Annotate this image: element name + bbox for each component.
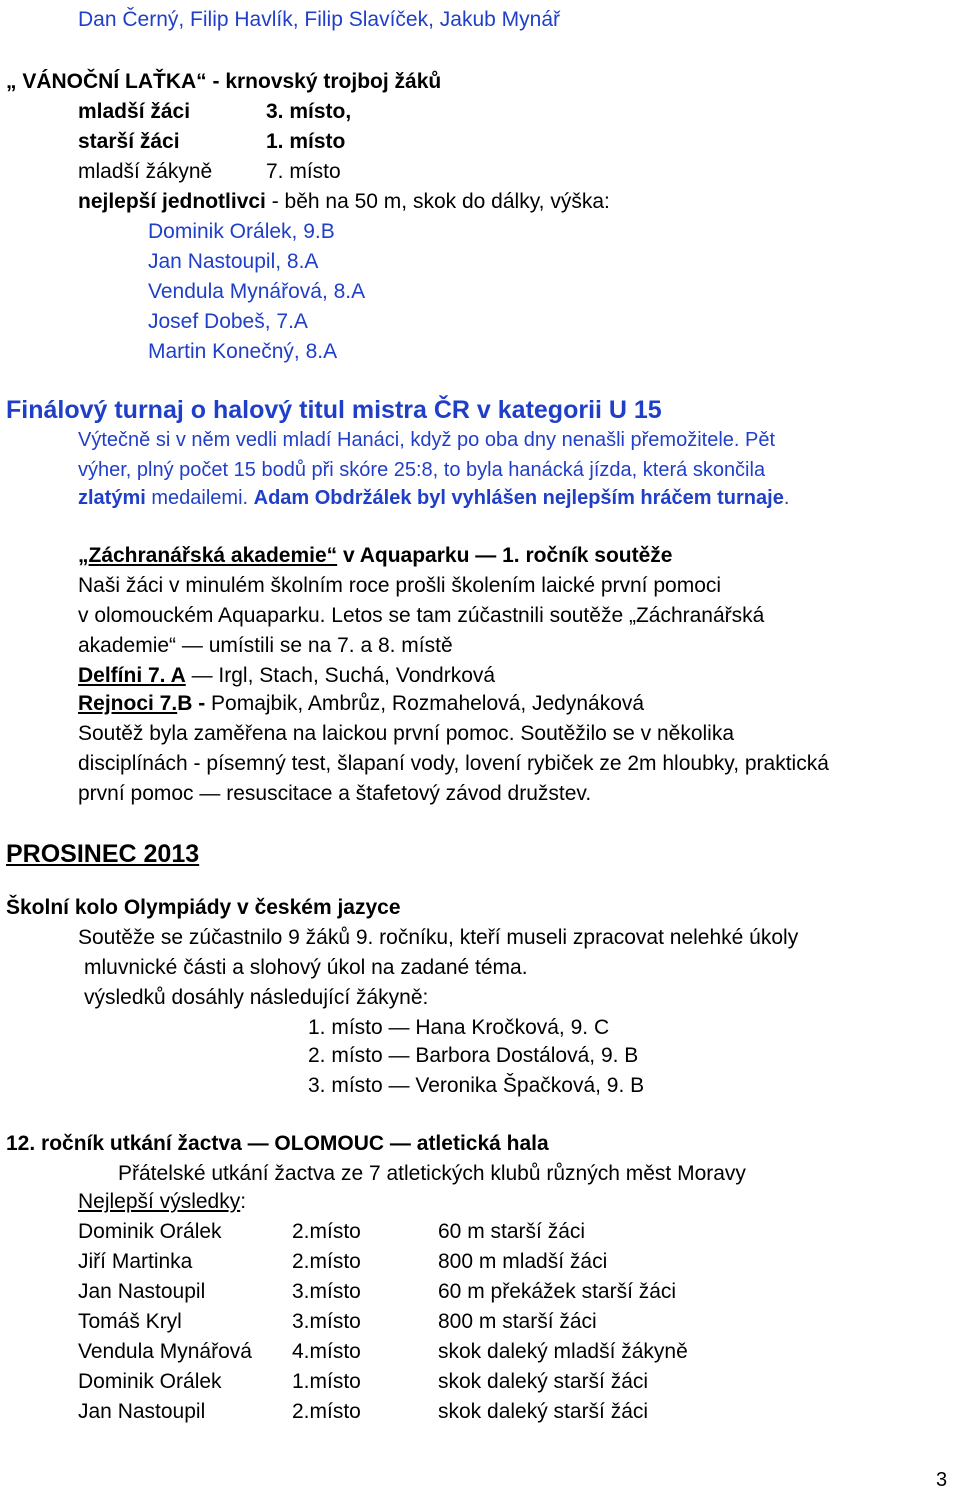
zachranarska-paragraph-line: Naši žáci v minulém školním roce prošli školením laické první pomoci	[78, 574, 722, 597]
individual-item: Vendula Mynářová, 8.A	[148, 280, 366, 303]
result-event: skok daleký starší žáci	[438, 1370, 649, 1393]
best-results-colon: :	[240, 1190, 247, 1213]
final-tournament-paragraph-line: Výtečně si v něm vedli mladí Hanáci, když po oba dny nenašli přemožitele. Pět	[78, 429, 776, 451]
team-members: Pomajbik, Ambrůz, Rozmahelová, Jedynáková	[211, 692, 645, 715]
result-place: 4.místo	[292, 1340, 361, 1363]
zachranarska-title-part: v Aquaparku —	[337, 544, 503, 567]
zachranarska-paragraph-line: první pomoc — resuscitace a štafetový závod družstev.	[78, 782, 592, 805]
olympiada-paragraph-line: výsledků dosáhly následující žákyně:	[84, 986, 429, 1009]
result-place: 1.místo	[292, 1370, 361, 1393]
medals-text: medailemi.	[145, 487, 254, 509]
placement-category: mladší žákyně	[78, 160, 213, 183]
placement-category: starší žáci	[78, 130, 180, 153]
final-tournament-title: Finálový turnaj o halový titul mistra ČR v kategorii U 15	[6, 396, 662, 424]
team-suffix: B -	[177, 692, 212, 715]
final-tournament-paragraph-line	[78, 484, 789, 512]
result-name: Dominik Orálek	[78, 1220, 222, 1243]
placement-place: 3. místo,	[266, 100, 352, 123]
individual-item: Josef Dobeš, 7.A	[148, 310, 308, 333]
result-name: Tomáš Kryl	[78, 1310, 182, 1333]
olympiada-paragraph-line: Soutěže se zúčastnilo 9 žáků 9. ročníku, kteří museli zpracovat nelehké úkoly	[78, 926, 799, 949]
individual-item: Dominik Orálek, 9.B	[148, 220, 335, 243]
best-individuals-line	[78, 188, 610, 216]
olomouc-title: 12. ročník utkání žactva — OLOMOUC — atletická hala	[6, 1132, 549, 1155]
result-event: skok daleký mladší žákyně	[438, 1340, 688, 1363]
olympiada-paragraph-line: mluvnické části a slohový úkol na zadané téma.	[84, 956, 528, 979]
zachranarska-paragraph-line: v olomouckém Aquaparku. Letos se tam zúčastnili soutěže „Záchranářská	[78, 604, 765, 627]
result-event: 60 m překážek starší žáci	[438, 1280, 677, 1303]
zachranarska-paragraph-line: disciplínách - písemný test, šlapaní vody, lovení rybiček ze 2m hloubky, praktická	[78, 752, 829, 775]
result-name: Dominik Orálek	[78, 1370, 222, 1393]
team-rejnoci	[78, 690, 644, 718]
final-dot: .	[783, 487, 790, 509]
result-place: 2.místo	[292, 1400, 361, 1423]
result-place: 3.místo	[292, 1310, 361, 1333]
zachranarska-title	[78, 542, 672, 570]
zachranarska-paragraph-line: akademie“ — umístili se na 7. a 8. místě	[78, 634, 453, 657]
result-name: Vendula Mynářová	[78, 1340, 252, 1363]
team-delfini	[78, 662, 495, 690]
team-name: Delfíni 7. A	[78, 664, 186, 687]
golden-word: zlatými	[78, 487, 146, 509]
page-number: 3	[936, 1469, 948, 1491]
result-place: 3.místo	[292, 1280, 361, 1303]
result-place: 2.místo	[292, 1250, 361, 1273]
final-tournament-paragraph-line: výher, plný počet 15 bodů při skóre 25:8, to byla hanácká jízda, která skončila	[78, 459, 766, 481]
best-results-heading	[78, 1188, 246, 1216]
team-name: Rejnoci 7.	[78, 692, 178, 715]
olomouc-paragraph: Přátelské utkání žactva ze 7 atletických klubů různých měst Moravy	[118, 1162, 746, 1185]
month-heading: PROSINEC 2013	[6, 840, 200, 868]
placement-category: mladší žáci	[78, 100, 191, 123]
best-individuals-desc: - běh na 50 m, skok do dálky, výška:	[265, 190, 610, 213]
authors: Dan Černý, Filip Havlík, Filip Slavíček, Jakub Mynář	[78, 8, 560, 31]
placement-place: 7. místo	[266, 160, 341, 183]
team-members: — Irgl, Stach, Suchá, Vondrková	[185, 664, 496, 687]
result-place: 2.místo	[292, 1220, 361, 1243]
vanocni-latka-title: „ VÁNOČNÍ LAŤKA“ - krnovský trojboj žáků	[6, 70, 442, 93]
zachranarska-title-part: „Záchranářská akademie“	[78, 544, 338, 567]
olympiada-result: 2. místo — Barbora Dostálová, 9. B	[308, 1044, 639, 1067]
result-event: 800 m starší žáci	[438, 1310, 597, 1333]
zachranarska-title-part: 1. ročník soutěže	[502, 544, 673, 567]
olympiada-result: 1. místo — Hana Kročková, 9. C	[308, 1016, 610, 1039]
best-results-label: Nejlepší výsledky	[78, 1190, 241, 1213]
individual-item: Jan Nastoupil, 8.A	[148, 250, 319, 273]
result-event: 800 m mladší žáci	[438, 1250, 608, 1273]
best-player-text: Adam Obdržálek byl vyhlášen nejlepším hráčem turnaje	[253, 487, 784, 509]
result-name: Jan Nastoupil	[78, 1280, 206, 1303]
individual-item: Martin Konečný, 8.A	[148, 340, 338, 363]
olympiada-title: Školní kolo Olympiády v českém jazyce	[6, 896, 401, 919]
best-individuals-label: nejlepší jednotlivci	[78, 190, 266, 213]
olympiada-result: 3. místo — Veronika Špačková, 9. B	[308, 1074, 645, 1097]
placement-place: 1. místo	[266, 130, 346, 153]
zachranarska-paragraph-line: Soutěž byla zaměřena na laickou první pomoc. Soutěžilo se v několika	[78, 722, 735, 745]
result-event: skok daleký starší žáci	[438, 1400, 649, 1423]
result-name: Jan Nastoupil	[78, 1400, 206, 1423]
result-event: 60 m starší žáci	[438, 1220, 586, 1243]
result-name: Jiří Martinka	[78, 1250, 193, 1273]
